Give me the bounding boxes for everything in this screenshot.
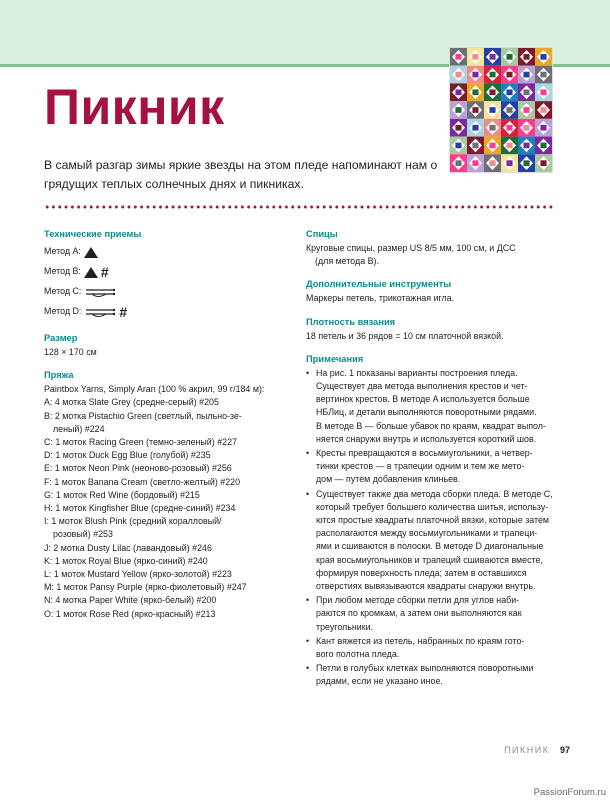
quilt-center [455,160,461,166]
quilt-center [523,89,529,95]
note-line: • Кресты превращаются в восьмиугольники, а четвер- [316,448,533,459]
quilt-center [540,89,546,95]
note-line: • На рис. 1 показаны варианты построения пледа. [316,367,518,378]
quilt-center [540,143,546,149]
method-c [44,282,289,302]
page-title: Пикник [44,79,225,135]
quilt-center [523,72,529,78]
quilt-center [489,72,495,78]
quilt-center [523,143,529,149]
quilt-image [450,48,552,172]
quilt-center [523,54,529,60]
size-value: 128 × 170 см [44,347,97,357]
note-line: Существует два метода выполнения крестов и чет- [316,381,528,392]
note-line: формируя поверхность пледа; затем в оставшихся [316,567,527,578]
quilt-center [489,143,495,149]
hash-icon: # [119,304,128,320]
note-line: который требует большего количества шитья, использу- [316,501,549,512]
note-item [306,635,556,661]
quilt-center [455,89,461,95]
note-item [306,447,556,487]
method-a-label: Метод A: [44,246,81,257]
footer-pattern-name: ПИКНИК [504,745,550,755]
quilt-center [506,72,512,78]
quilt-center [540,125,546,131]
quilt-center [472,89,478,95]
watermark: PassionForum.ru [533,787,606,798]
gauge-section [306,316,556,343]
quilt-center [455,107,461,113]
quilt-center [540,72,546,78]
triangle-icon [84,247,98,258]
note-line: няется снаружи внутрь и используется короткий шов. [316,433,537,444]
techniques-section [44,228,289,322]
note-line: вого полотна пледа. [316,649,400,660]
quilt-center [489,54,495,60]
tools-section [306,278,556,305]
yarn-line: G: 1 моток Red Wine (бордовый) #215 [44,489,200,500]
quilt-center [540,160,546,166]
quilt-center [455,125,461,131]
method-d-label: Метод D: [44,306,82,317]
tools-value: Маркеры петель, трикотажная игла. [306,293,455,304]
notes-list [306,367,556,689]
note-line: • Петли в голубых клетках выполняются поворотными [316,663,534,674]
note-line: ются простые квадраты платочной вязки, которые затем [316,515,550,526]
yarn-line: I: 1 моток Blush Pink (средний коралловый/ [44,516,222,527]
quilt-center [523,125,529,131]
yarn-line: A: 4 мотка Slate Grey (средне-серый) #205 [44,397,219,408]
quilt-center [455,143,461,149]
note-line: вертинок крестов. В методе A используется больше [316,394,530,405]
quilt-center [540,54,546,60]
yarn-line: B: 2 мотка Pistachio Green (светлый, пыльно-зе- [44,410,242,421]
yarn-line: леный) #224 [53,423,105,434]
tools-heading: Дополнительные инструменты [306,279,452,290]
hash-icon: # [100,264,109,280]
yarn-line: L: 1 моток Mustard Yellow (ярко-золотой) #223 [44,569,232,580]
note-item [306,662,556,688]
quilt-center [489,125,495,131]
quilt-center [540,107,546,113]
quilt-center [472,54,478,60]
yarn-line: N: 4 мотка Paper White (ярко-белый) #200 [44,595,217,606]
quilt-center [455,72,461,78]
left-column [44,228,289,631]
quilt-center [506,125,512,131]
note-line: рядами, если не указано иное. [316,676,443,687]
notes-section [306,353,556,689]
quilt-center [455,54,461,60]
note-line: • При любом методе сборки петли для углов наби- [316,595,520,606]
notes-heading: Примечания [306,353,364,364]
note-line: располагаются между восьмиугольниками и трапеци- [316,528,538,539]
gauge-value: 18 петель и 36 рядов = 10 см платочной вязкой. [306,330,504,341]
note-line: треугольники. [316,621,374,632]
method-d [44,302,289,322]
gauge-heading: Плотность вязания [306,316,396,327]
intro-paragraph: В самый разгар зимы яркие звезды на этом пледе напоминают нам о грядущих теплых солнечных днях и пикниках. [44,158,438,191]
method-b-label: Метод B: [44,266,81,277]
note-item [306,367,556,446]
quilt-center [472,125,478,131]
note-item [306,488,556,594]
note-line: ями и сшиваются в полоски. В методе D диагональные [316,541,544,552]
quilt-center [489,107,495,113]
yarn-line: M: 1 моток Pansy Purple (ярко-фиолетовый) #247 [44,582,247,593]
size-heading: Размер [44,333,78,343]
yarn-section [44,369,289,621]
note-line: • Существует также два метода сборки пледа. В методе C, [316,488,553,499]
quilt-center [472,143,478,149]
techniques-heading: Технические приемы [44,229,142,239]
yarn-heading: Пряжа [44,370,74,381]
method-b [44,262,289,282]
yarn-line: Paintbox Yarns, Simply Aran (100 % акрил, 99 г/184 м): [44,384,265,395]
dotted-divider [44,205,554,209]
method-c-label: Метод C: [44,286,82,297]
quilt-center [506,54,512,60]
yarn-line: E: 1 моток Neon Pink (неоново-розовый) #256 [44,463,232,474]
note-line: дом — путем добавления клиньев. [316,474,461,485]
needles-heading: Спицы [306,229,338,239]
note-line: тинки крестов — в трапеции одним и тем же мето- [316,461,525,472]
needles-line: Круговые спицы, размер US 8/5 мм, 100 см, и ДСС [306,243,516,253]
note-item [306,594,556,634]
page-number: 97 [559,745,570,755]
yarn-line: розовый) #253 [53,529,113,540]
yarn-line: F: 1 моток Banana Cream (светло-желтый) #220 [44,476,241,487]
yarn-line: D: 1 моток Duck Egg Blue (голубой) #235 [44,450,211,461]
quilt-center [489,160,495,166]
yarn-line: K: 1 моток Royal Blue (ярко-синий) #240 [44,555,208,566]
note-line: раются по кромкам, а затем они выполняются как [316,608,522,619]
needle-icon [84,305,116,319]
note-line: • Кант вяжется из петель, набранных по краям гото- [316,635,525,646]
note-line: отверстиях вывязываются квадраты снаружи внутрь. [316,581,536,592]
quilt-center [472,72,478,78]
needles-line: (для метода B). [315,256,379,267]
triangle-icon [84,267,98,278]
needles-section [306,228,556,268]
quilt-center [506,160,512,166]
quilt-center [489,89,495,95]
quilt-center [523,160,529,166]
yarn-line: H: 1 моток Kingfisher Blue (средне-синий) #234 [44,503,236,514]
right-column [306,228,556,699]
yarn-line: J: 2 мотка Dusty Lilac (лавандовый) #246 [44,542,212,553]
needle-icon [84,285,116,299]
quilt-center [472,107,478,113]
note-line: В методе B — больше убавок по краям, квадрат выпол- [316,420,546,431]
size-section [44,332,289,359]
note-line: края восьмиугольников и трапеций сшиваются вместе, [316,554,543,565]
method-a [44,242,289,262]
quilt-center [506,89,512,95]
quilt-center [472,160,478,166]
quilt-center [506,107,512,113]
quilt-center [506,143,512,149]
note-line: НБЛиц, и детали выполняются поворотными рядами. [316,407,537,418]
page-footer [504,745,570,755]
yarn-line: C: 1 моток Racing Green (темно-зеленый) #227 [44,437,237,448]
yarn-line: O: 1 моток Rose Red (ярко-красный) #213 [44,608,216,619]
quilt-center [523,107,529,113]
